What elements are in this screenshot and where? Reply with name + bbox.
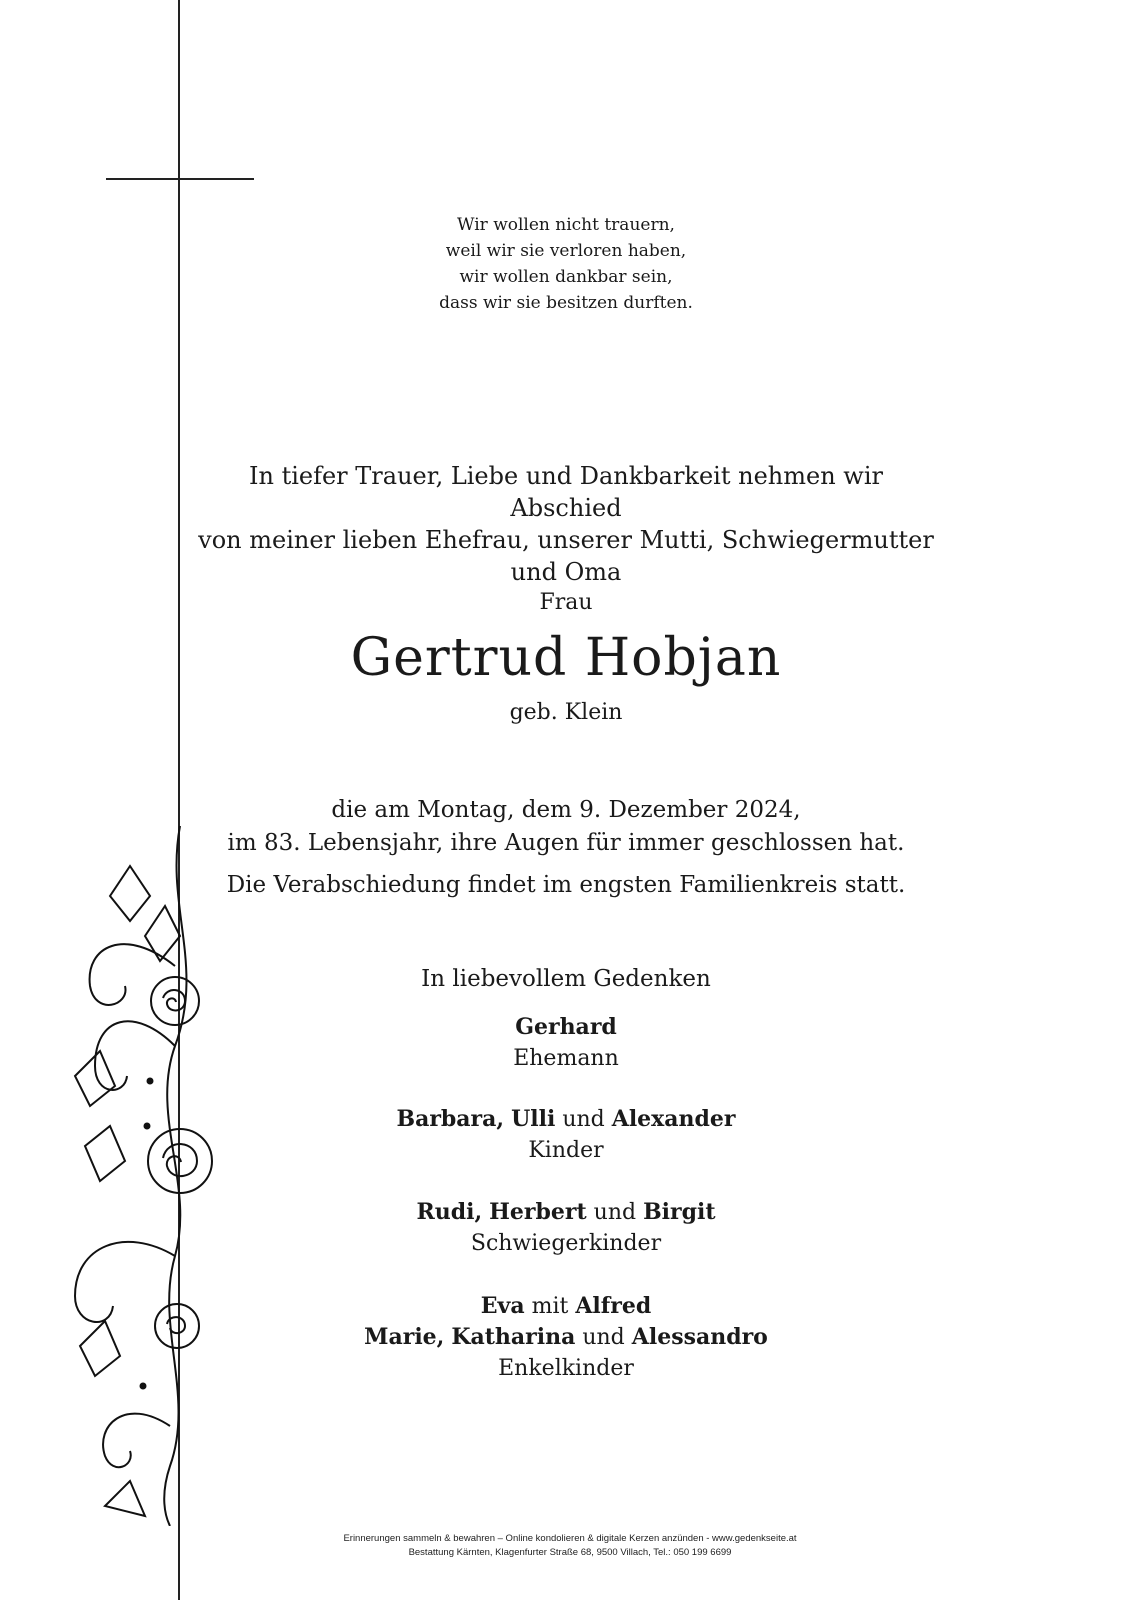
memory-line: In liebevollem Gedenken bbox=[421, 966, 711, 992]
mourner-name: Alexander bbox=[611, 1106, 736, 1132]
maiden-name: geb. Klein bbox=[509, 700, 623, 725]
conjunction: mit bbox=[531, 1294, 569, 1319]
mourner-group-spouse bbox=[190, 1012, 942, 1074]
mourner-name: Herbert bbox=[489, 1199, 587, 1225]
mourner-role: Enkelkinder bbox=[498, 1356, 634, 1381]
footer bbox=[270, 1532, 870, 1560]
poem-line: wir wollen dankbar sein, bbox=[459, 267, 673, 287]
mourner-name: Rudi, bbox=[416, 1199, 483, 1225]
mourner-role: Ehemann bbox=[513, 1046, 619, 1071]
footer-line: Erinnerungen sammeln & bewahren – Online kondolieren & digitale Kerzen anzünden - www.gedenkseite.at bbox=[343, 1533, 797, 1544]
footer-line: Bestattung Kärnten, Klagenfurter Straße 68, 9500 Villach, Tel.: 050 199 6699 bbox=[408, 1547, 732, 1558]
intro-text bbox=[190, 460, 942, 588]
poem-line: weil wir sie verloren haben, bbox=[445, 241, 687, 261]
mourner-name: Eva bbox=[480, 1293, 525, 1319]
mourner-group-children bbox=[190, 1104, 942, 1166]
mourner-name: Ulli bbox=[511, 1106, 556, 1132]
poem-line: Wir wollen nicht trauern, bbox=[457, 215, 675, 235]
mourner-name: Birgit bbox=[643, 1199, 716, 1225]
conjunction: und bbox=[562, 1107, 605, 1132]
mourner-group-in-laws bbox=[190, 1197, 942, 1259]
death-line: im 83. Lebensjahr, ihre Augen für immer geschlossen hat. bbox=[227, 830, 905, 856]
intro-line: In tiefer Trauer, Liebe und Dankbarkeit nehmen wir Abschied bbox=[249, 462, 883, 522]
farewell-notice: Die Verabschiedung findet im engsten Familienkreis statt. bbox=[226, 872, 906, 898]
mourner-name: Barbara, bbox=[396, 1106, 505, 1132]
mourner-name: Katharina bbox=[451, 1324, 576, 1350]
salutation: Frau bbox=[539, 590, 593, 615]
mourner-name: Alessandro bbox=[631, 1324, 768, 1350]
conjunction: und bbox=[582, 1325, 625, 1350]
rose-ornament-icon bbox=[55, 826, 215, 1526]
cross-horizontal-line bbox=[106, 178, 254, 180]
poem bbox=[190, 212, 942, 316]
mourner-name: Gerhard bbox=[515, 1014, 617, 1040]
mourner-role: Schwiegerkinder bbox=[470, 1231, 662, 1256]
death-notice bbox=[190, 794, 942, 860]
intro-line: von meiner lieben Ehefrau, unserer Mutti, Schwiegermutter und Oma bbox=[198, 526, 934, 586]
conjunction: und bbox=[593, 1200, 637, 1225]
deceased-name: Gertrud Hobjan bbox=[350, 628, 782, 688]
mourner-name: Marie, bbox=[364, 1324, 445, 1350]
death-line: die am Montag, dem 9. Dezember 2024, bbox=[331, 797, 801, 823]
mourner-name: Alfred bbox=[575, 1293, 652, 1319]
mourner-role: Kinder bbox=[528, 1138, 604, 1163]
mourner-group-grandchildren bbox=[190, 1291, 942, 1384]
poem-line: dass wir sie besitzen durften. bbox=[439, 293, 693, 313]
